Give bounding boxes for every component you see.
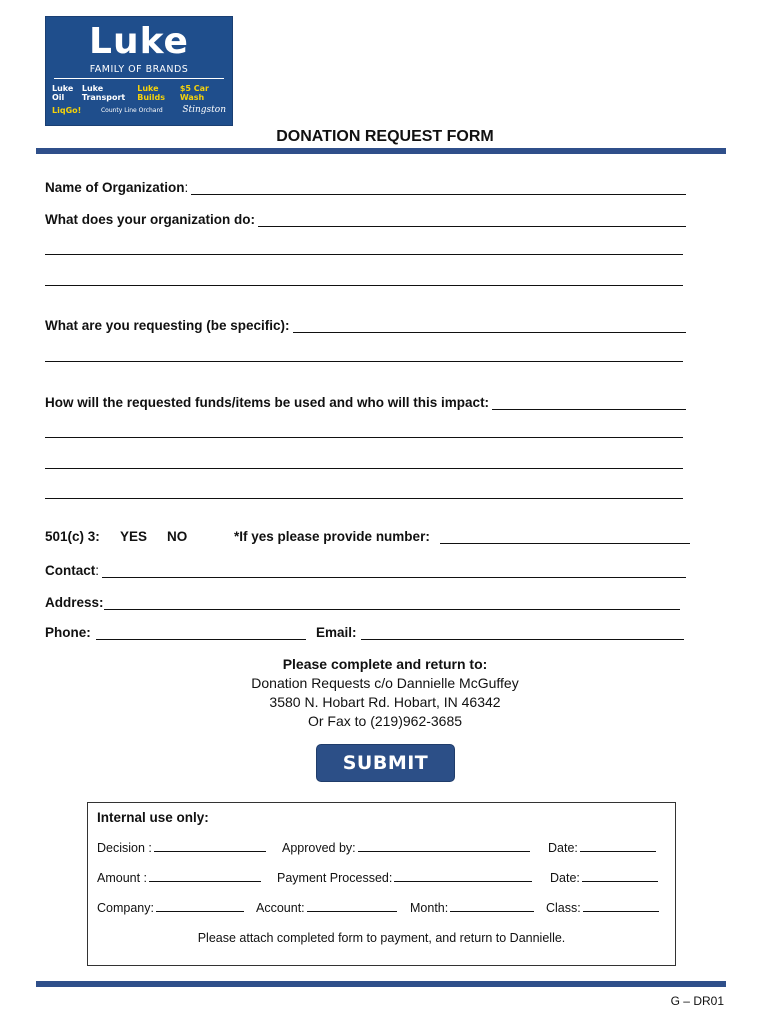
class-label: Class: bbox=[546, 901, 581, 915]
501c3-label: 501(c) 3: bbox=[45, 529, 100, 544]
account-field[interactable] bbox=[307, 900, 397, 912]
requesting-line-2[interactable] bbox=[45, 361, 683, 362]
return-heading: Please complete and return to: bbox=[282, 656, 488, 672]
requesting-row bbox=[45, 315, 686, 333]
brand-car-wash: $5 Car Wash bbox=[179, 84, 209, 102]
requesting-field[interactable] bbox=[293, 318, 686, 333]
tax-number-label: *If yes please provide number: bbox=[234, 529, 430, 544]
brand-luke-builds: Luke Builds bbox=[137, 84, 166, 102]
logo-divider bbox=[54, 78, 224, 79]
name-colon: : bbox=[184, 180, 189, 195]
yes-option[interactable]: YES bbox=[120, 529, 148, 544]
logo-subtitle: FAMILY OF BRANDS bbox=[89, 64, 189, 75]
organization-do-field[interactable] bbox=[258, 212, 686, 227]
internal-use-box bbox=[87, 802, 676, 966]
month-field[interactable] bbox=[450, 900, 534, 912]
internal-note: Please attach completed form to payment, and return to Dannielle. bbox=[197, 931, 566, 945]
logo-wordmark: Luke bbox=[89, 21, 189, 62]
company-logo bbox=[45, 16, 233, 126]
submit-button[interactable]: SUBMIT bbox=[316, 744, 455, 782]
brand-liqgo: LiqGo! bbox=[52, 105, 82, 115]
address-label: Address: bbox=[45, 595, 104, 610]
requesting-label: What are you requesting (be specific): bbox=[45, 318, 290, 333]
organization-do-line-3[interactable] bbox=[45, 285, 683, 286]
approved-by-field[interactable] bbox=[358, 840, 530, 852]
contact-colon: : bbox=[95, 563, 100, 578]
name-of-organization-label: Name of Organization bbox=[45, 180, 185, 195]
account-label: Account: bbox=[256, 901, 305, 915]
return-line-2: 3580 N. Hobart Rd. Hobart, IN 46342 bbox=[269, 694, 501, 710]
payment-processed-field[interactable] bbox=[394, 870, 532, 882]
month-label: Month: bbox=[410, 901, 449, 915]
funds-usage-label: How will the requested funds/items be used and who will this impact: bbox=[45, 395, 490, 410]
organization-do-label: What does your organization do: bbox=[45, 212, 255, 227]
funds-usage-field[interactable] bbox=[492, 395, 686, 410]
logo-brands-row-2 bbox=[52, 105, 226, 115]
decision-field[interactable] bbox=[154, 840, 266, 852]
amount-label: Amount : bbox=[97, 871, 148, 885]
contact-row bbox=[45, 560, 686, 578]
brand-luke-oil: Luke Oil bbox=[52, 84, 74, 102]
tax-number-field[interactable] bbox=[440, 543, 690, 544]
payment-date-field[interactable] bbox=[582, 870, 658, 882]
email-field[interactable] bbox=[361, 639, 684, 640]
phone-field[interactable] bbox=[96, 639, 306, 640]
return-line-3: Or Fax to (219)962-3685 bbox=[307, 713, 463, 729]
logo-brands-row bbox=[52, 84, 226, 102]
address-field[interactable] bbox=[104, 595, 680, 610]
phone-label: Phone: bbox=[45, 625, 91, 640]
title-divider bbox=[36, 148, 726, 154]
brand-luke-transport: Luke Transport bbox=[81, 84, 126, 102]
organization-do-row bbox=[45, 209, 686, 227]
funds-usage-line-2[interactable] bbox=[45, 437, 683, 438]
class-field[interactable] bbox=[583, 900, 659, 912]
name-of-organization-field[interactable] bbox=[191, 180, 686, 195]
company-label: Company: bbox=[97, 901, 154, 915]
payment-date-label: Date: bbox=[550, 871, 580, 885]
phone-email-row bbox=[45, 624, 685, 642]
return-line-1: Donation Requests c/o Dannielle McGuffey bbox=[251, 675, 519, 691]
contact-field[interactable] bbox=[102, 563, 686, 578]
decision-date-field[interactable] bbox=[580, 840, 656, 852]
footer-divider bbox=[36, 981, 726, 987]
brand-stingston: Stingston bbox=[182, 105, 226, 115]
name-of-organization-row bbox=[45, 177, 686, 195]
funds-usage-line-4[interactable] bbox=[45, 498, 683, 499]
company-field[interactable] bbox=[156, 900, 244, 912]
form-title: DONATION REQUEST FORM bbox=[276, 128, 494, 145]
contact-label: Contact bbox=[45, 563, 96, 578]
brand-county-line-orchard: County Line Orchard bbox=[100, 106, 163, 114]
decision-date-label: Date: bbox=[548, 841, 578, 855]
internal-use-title: Internal use only: bbox=[97, 810, 209, 825]
no-option[interactable]: NO bbox=[167, 529, 188, 544]
address-row bbox=[45, 592, 680, 610]
funds-usage-row bbox=[45, 392, 686, 410]
amount-field[interactable] bbox=[149, 870, 261, 882]
funds-usage-line-3[interactable] bbox=[45, 468, 683, 469]
email-label: Email: bbox=[316, 625, 357, 640]
decision-label: Decision : bbox=[97, 841, 152, 855]
form-code: G – DR01 bbox=[670, 994, 724, 1008]
approved-by-label: Approved by: bbox=[282, 841, 356, 855]
payment-processed-label: Payment Processed: bbox=[277, 871, 393, 885]
organization-do-line-2[interactable] bbox=[45, 254, 683, 255]
